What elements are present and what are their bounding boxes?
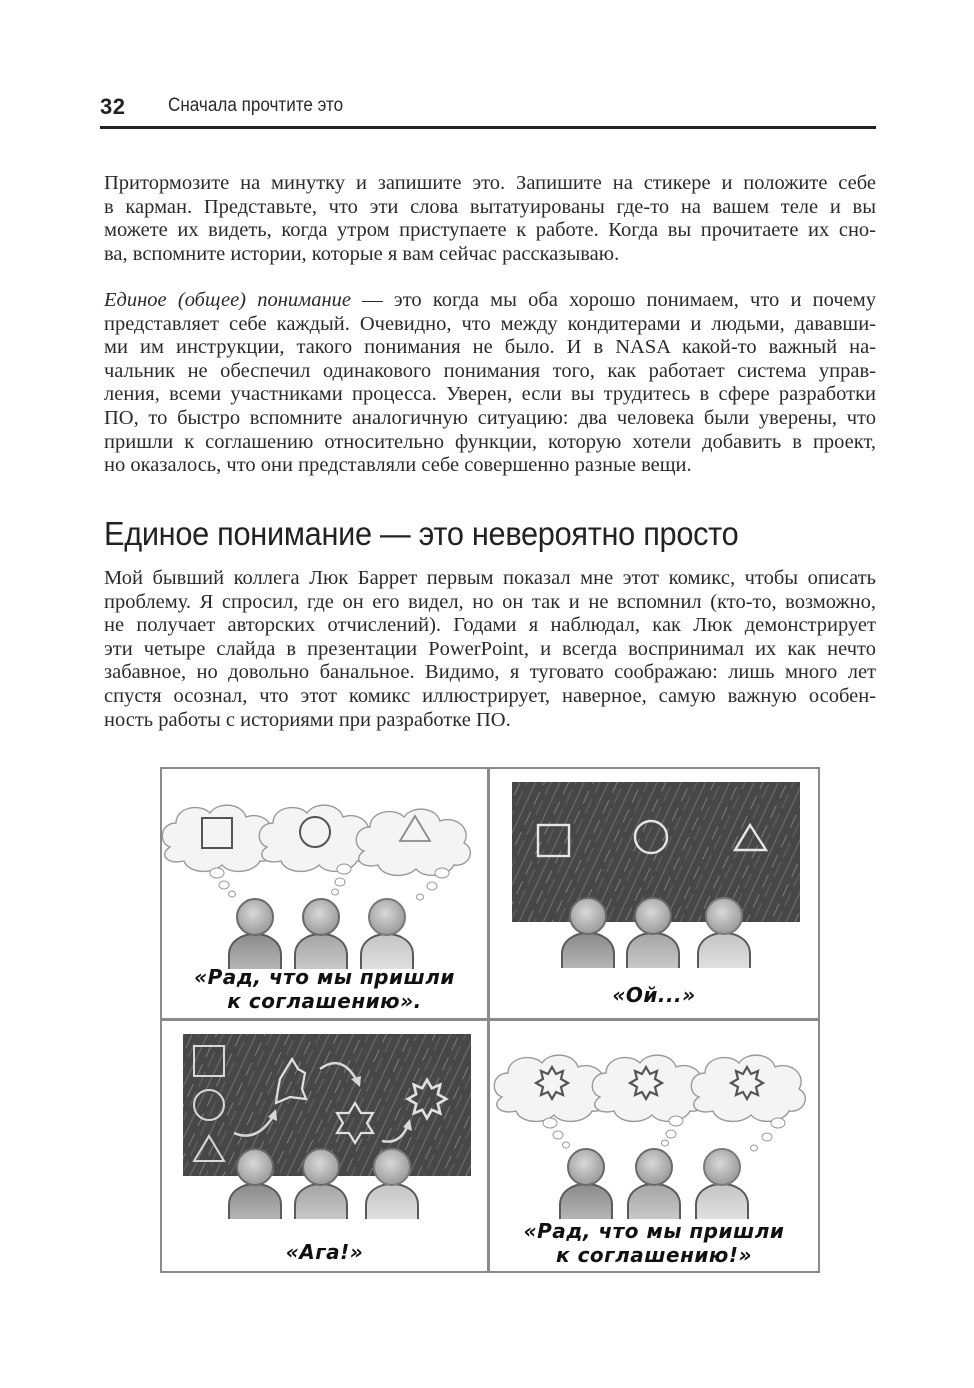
paragraph-1: [104, 172, 876, 266]
speech-caption: «Ага!»: [285, 1240, 364, 1264]
text-line: ми им инструкции, такого понимания не было. И в NASA какой-то важный на-: [104, 336, 876, 359]
text-line: не получает авторских отчислений). Годами я наблюдал, как Люк демонстрирует: [104, 614, 876, 637]
running-title: Сначала прочтите это: [168, 95, 344, 116]
speech-caption: «Ой...»: [612, 983, 696, 1007]
comic-panel-aha: [160, 1019, 489, 1273]
defined-term: Единое (общее) понимание: [104, 289, 351, 311]
text-line: эти четыре слайда в презентации PowerPoint, и всегда воспринимал их как нечто: [104, 637, 876, 660]
running-header: [100, 92, 876, 129]
speech-caption: «Рад, что мы пришли к соглашению!»: [523, 1219, 785, 1267]
paragraph-2: [104, 289, 876, 478]
text-line: Единое (общее) понимание — это когда мы оба хорошо понимаем, что и почему: [104, 289, 877, 311]
chalkboard-illustration: [162, 1021, 489, 1273]
text-line: ность работы с историями при разработке ПО.: [104, 708, 511, 731]
speech-caption: «Рад, что мы пришли к соглашению».: [194, 965, 455, 1013]
comic-panel-shared-agreement: [488, 1019, 820, 1273]
text-line: чальник не обеспечил одинакового понимания того, как работает система управ-: [104, 359, 876, 382]
text-line: пришли к соглашению относительно функции, которую хотели добавить в проект,: [104, 430, 876, 453]
paragraph-3: [104, 567, 876, 732]
page-number: 32: [100, 94, 126, 119]
text-line: забавное, но довольно банальное. Видимо, я туговато соображаю: лишь много лет: [104, 661, 876, 684]
text-line: ПО, то быстро вспомните аналогичную ситуацию: два человека были уверены, что: [104, 406, 876, 429]
text-line: ва, вспомните истории, которые я вам сейчас рассказываю.: [104, 242, 620, 265]
text-line: можете их видеть, когда утром приступаете к работе. Когда вы прочитаете их сно-: [104, 219, 876, 242]
section-heading: Единое понимание — это невероятно просто: [104, 515, 739, 552]
text-line: спустя осознал, что этот комикс иллюстрирует, наверное, самую важную особен-: [104, 684, 876, 707]
text-line: но оказалось, что они представляли себе совершенно разные вещи.: [104, 454, 692, 477]
text-line: Притормозите на минутку и запишите это. Запишите на стикере и положите себе: [104, 172, 876, 194]
text-line: проблему. Я спросил, где он его видел, но он так и не вспомнил (кто-то, возможно,: [104, 590, 876, 613]
text-line: в карман. Представьте, что эти слова вытатуированы где-то на вашем теле и вы: [104, 195, 876, 218]
comic-panel-agreement: [160, 767, 489, 1020]
text-line: представляет себе каждый. Очевидно, что между кондитерами и людьми, дававши-: [104, 312, 876, 335]
text-line: Мой бывший коллега Люк Баррет первым показал мне этот комикс, чтобы описать: [104, 567, 876, 589]
comic-panel-oops: [488, 767, 820, 1020]
comic-strip: [160, 767, 820, 1273]
text-line: ления, всеми участниками процесса. Уверен, если вы трудитесь в сфере разработки: [104, 383, 876, 406]
